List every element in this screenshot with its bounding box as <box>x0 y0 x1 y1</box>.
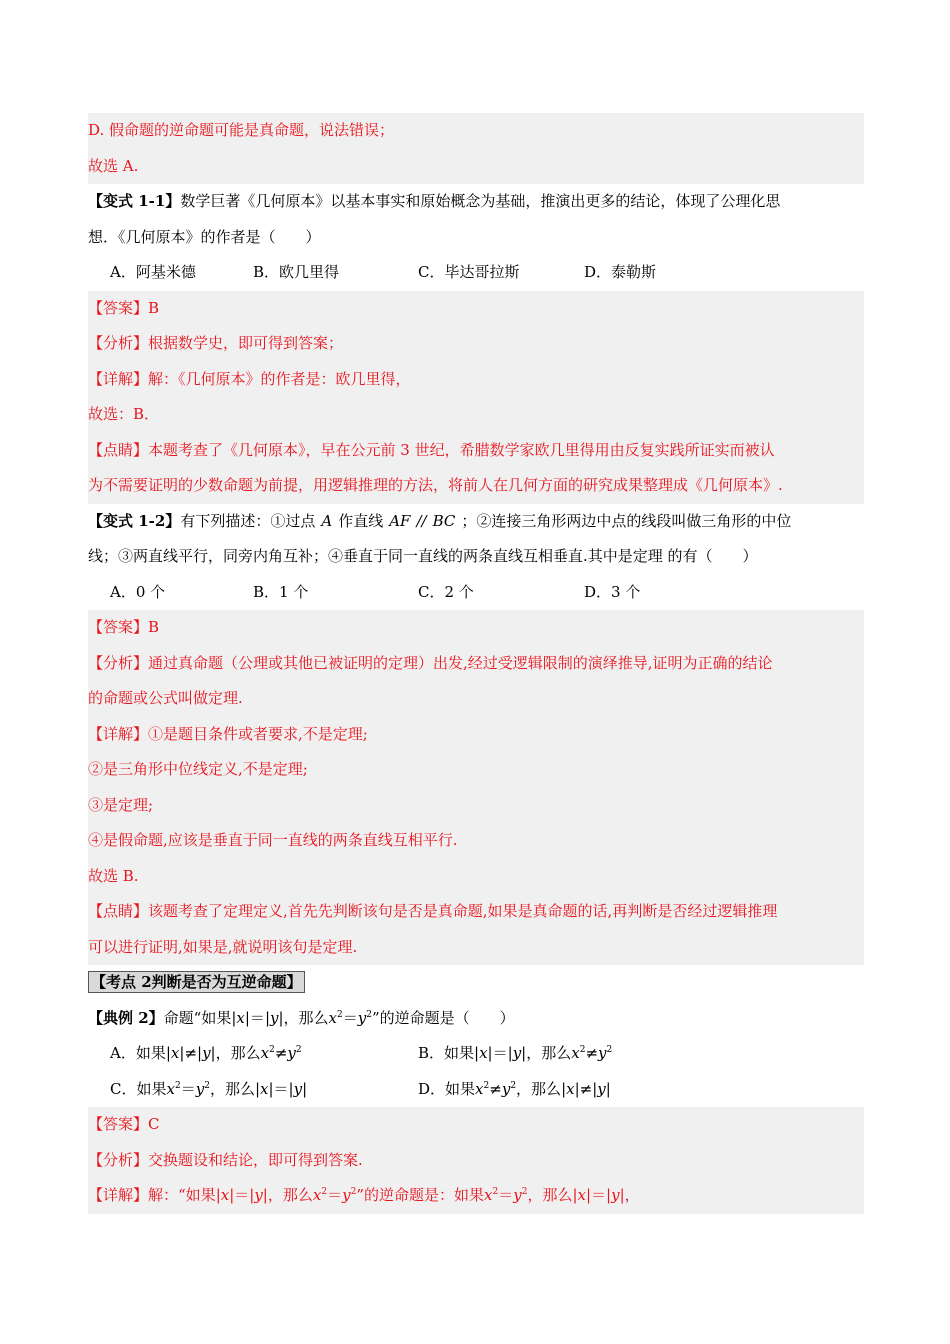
answer-value: B <box>148 298 160 317</box>
answer-tag: 【答案】 <box>88 298 149 317</box>
answer-block-2 <box>88 1107 864 1214</box>
document-page <box>88 113 864 1214</box>
detail-tag: 【详解】 <box>88 369 149 388</box>
option-d: D．如果$x^2\ne y^2$，那么|x|≠|y| <box>418 1079 611 1098</box>
option-d: D．3 个 <box>584 582 641 601</box>
options-row-1 <box>88 1036 864 1072</box>
answer-block-1-1 <box>88 291 864 504</box>
question-1-2: 【变式 1-2】有下列描述：①过点 A 作直线 AF // BC ；②连接三角形两边中点的线段叫做三角形的中位 线；③两直线平行，同旁内角互补；④垂直于同一直线的两条直线互相垂直.其中是定理 的有（ ） A．0 个 B．1 个 C．2 个 D．3 个 <box>88 504 864 611</box>
option-d: D．泰勒斯 <box>584 263 657 281</box>
question-text-2: 线；③两直线平行，同旁内角互补；④垂直于同一直线的两条直线互相垂直.其中是定理 的有（ ） <box>88 547 758 565</box>
options-row-2 <box>88 1072 864 1108</box>
option-a: A．如果|x|≠|y|，那么$x^2\ne y^2$ <box>110 1044 302 1062</box>
comment-text: 该题考查了定理定义,首先先判断该句是否是真命题,如果是真命题的话,再判断是否经过逻辑推理 <box>148 902 778 920</box>
answer-tag: 【答案】 <box>88 1115 149 1133</box>
question-text-2: 想．《几何原本》的作者是（ ） <box>88 227 321 246</box>
answer-block-1-2 <box>88 610 864 965</box>
option-b: B．1 个 <box>253 582 309 601</box>
answer-block-0 <box>88 113 864 184</box>
comment-text-2: 为不需要证明的少数命题为前提，用逻辑推理的方法，将前人在几何方面的研究成果整理成《几何原本》. <box>88 476 783 494</box>
option-a: A．阿基米德 <box>110 263 196 281</box>
detail-tag: 【详解】 <box>88 724 149 743</box>
choose-line: 故选 B. <box>88 866 139 885</box>
analysis-tag: 【分析】 <box>88 334 149 352</box>
analysis-tag: 【分析】 <box>88 653 149 672</box>
question-tag: 【典例 2】 <box>88 1008 164 1027</box>
detail-line: 【详解】解：“如果|x|＝|y|，那么$x^2=y^2$”的逆命题是：如果$x^2=y^2$，那么|x|＝|y|， <box>88 1186 640 1204</box>
detail-text-3: ③是定理; <box>88 795 154 814</box>
comment-text: 本题考查了《几何原本》，早在公元前 3 世纪，希腊数学家欧几里得用由反复实践所证实而被认 <box>148 440 775 459</box>
analysis-text: 根据数学史，即可得到答案； <box>148 334 344 352</box>
section-heading <box>88 965 864 1001</box>
detail-text: 解：《几何原本》的作者是：欧几里得， <box>148 369 411 388</box>
choose-line: 故选 A. <box>88 156 139 175</box>
option-c: C．2 个 <box>418 582 474 601</box>
question-text: 数学巨著《几何原本》以基本事实和原始概念为基础，推演出更多的结论，体现了公理化思 <box>180 192 781 210</box>
example-2: 【典例 2】命题“如果|x|＝|y|，那么$x^2=y^2$”的逆命题是（ ） A．如果|x|≠|y|，那么$x^2\ne y^2$ B．如果|x|＝|y|，那么$x^2\ne y^2$ C．如果$x^2=y^2$，那么|x|＝|y| D．如果$x^2\ne y^2$，那么|x|≠|y| <box>88 1001 864 1108</box>
analysis-text-2: 的命题或公式叫做定理. <box>88 689 243 707</box>
option-c: C．如果$x^2=y^2$，那么|x|＝|y| <box>110 1079 308 1098</box>
detail-text-2: ②是三角形中位线定义,不是定理; <box>88 760 308 778</box>
comment-text-2: 可以进行证明,如果是,就说明该句是定理. <box>88 937 358 956</box>
option-d-line: D. 假命题的逆命题可能是真命题，说法错误； <box>88 121 395 139</box>
options-row <box>88 575 864 611</box>
option-c: C．毕达哥拉斯 <box>418 263 520 281</box>
answer-value: B <box>148 618 160 636</box>
comment-tag: 【点睛】 <box>88 440 149 459</box>
comment-tag: 【点睛】 <box>88 902 149 920</box>
detail-text-4: ④是假命题,应该是垂直于同一直线的两条直线互相平行. <box>88 831 458 849</box>
option-b: B．欧几里得 <box>253 263 340 281</box>
option-b: B．如果|x|＝|y|，那么$x^2\ne y^2$ <box>418 1044 613 1062</box>
detail-text: ①是题目条件或者要求,不是定理; <box>148 724 368 743</box>
options-row <box>88 255 864 291</box>
analysis-tag: 【分析】 <box>88 1150 149 1169</box>
question-tag: 【变式 1-2】 <box>88 511 181 530</box>
detail-tag: 【详解】 <box>88 1186 149 1204</box>
question-1-1 <box>88 184 864 291</box>
question-tag: 【变式 1-1】 <box>88 192 181 210</box>
answer-tag: 【答案】 <box>88 618 149 636</box>
analysis-text: 通过真命题（公理或其他已被证明的定理）出发,经过受逻辑限制的演绎推导,证明为正确的结论 <box>148 653 773 672</box>
answer-value: C <box>148 1115 160 1133</box>
analysis-text: 交换题设和结论，即可得到答案. <box>148 1150 363 1169</box>
kaodian-label: 【考点 2判断是否为互逆命题】 <box>88 971 305 993</box>
choose-line: 故选：B． <box>88 405 160 423</box>
option-a: A．0 个 <box>110 582 166 601</box>
